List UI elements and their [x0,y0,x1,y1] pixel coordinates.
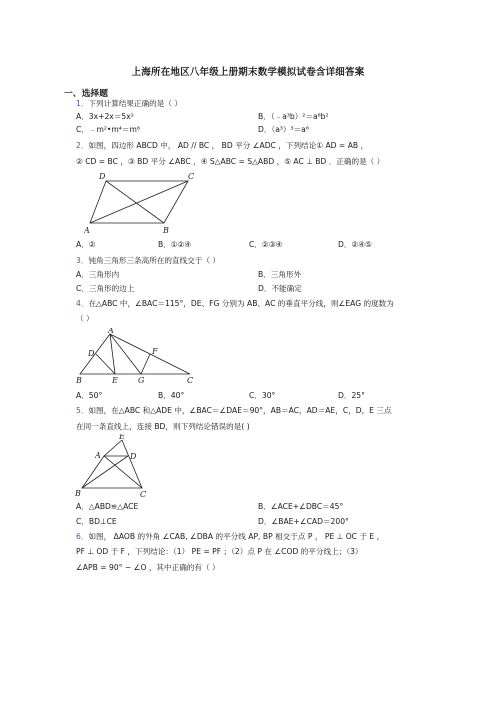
question-text-line-1: 在△ABC 中，∠BAC＝115°，DE、FG 分别为 AB、AC 的垂直平分线，则∠EAG 的度数为 [88,299,394,308]
question-3-stem [76,256,220,266]
question-number: 4． [76,299,89,308]
label-g: G [138,376,145,384]
label-c: C [187,376,194,384]
question-1-stem [76,99,182,109]
question-text-line-1: 如图， ΔAOB 的外角 ∠CAB, ∠DBA 的平分线 AP, BP 相交于点 P ， PE ⊥ OC 于 E ， [88,532,385,541]
q4-option-c: C．30° [249,391,276,400]
label-b: B [76,376,82,384]
q4-option-d: D．25° [338,391,365,400]
q2-option-a: A．② [76,240,96,249]
q4-option-a: A．50° [76,391,103,400]
question-text-line-1: 如图，四边形 ABCD 中， AD // BC ， BD 平分 ∠ADC ，下列结论① AD = AB ， [88,141,369,150]
question-4-stem [76,299,394,309]
line-ec [122,440,142,488]
q5-option-c: C．BD⊥CE [76,517,117,526]
q5-option-a: A．△ABD≌△ACE [76,502,139,511]
quadrilateral-figure [84,171,206,235]
question-5-stem [76,406,392,416]
q4-option-b: B．40° [158,391,185,400]
label-e: E [119,434,125,441]
section-heading: 一、选择题 [64,89,108,99]
q2-option-d: D．②④⑤ [338,240,372,249]
question-number: 3． [76,256,89,265]
segment-ae [104,440,122,456]
q5-option-d: D．∠BAE+∠CAD＝200° [258,517,349,526]
q3-option-b: B．三角形外 [258,270,302,279]
right-triangles-figure [74,434,158,498]
q1-option-b: B．（﹣a³b）²＝a⁶b² [258,112,329,121]
label-c: C [188,172,195,181]
question-number: 6． [76,532,89,541]
label-a: A [95,451,101,460]
q5-option-b: B．∠ACE+∠DBC＝45° [258,502,344,511]
q1-option-a: A．3x+2x＝5x² [76,112,134,121]
diagonal-ac [90,181,188,223]
question-number: 2． [76,141,89,150]
label-a: A [84,226,90,235]
question-text: 下列计算结果正确的是（ ） [88,99,182,108]
label-d: D [88,349,95,358]
segment-bd [82,456,128,488]
q3-option-c: C．三角形的边上 [76,284,135,293]
q1-option-c: C．﹣m²•m⁴＝m⁶ [76,125,140,134]
bisector-de [96,354,115,374]
q3-option-d: D．不能确定 [258,284,302,293]
question-number: 1． [76,99,89,108]
question-2-stem [76,141,368,151]
q2-option-c: C．②③④ [249,240,283,249]
label-f: F [152,347,158,356]
question-text-line-1: 如图，在△ABC 和△ADE 中，∠BAC＝∠DAE＝90°，AB＝AC，AD＝AE，C，D，E 三点 [88,406,392,415]
diagonal-db [106,181,164,223]
question-6-stem [76,532,384,542]
q2-option-b: B．①②④ [158,240,192,249]
question-4-stem-line-2: （ ） [76,314,94,323]
question-6-stem-line-2: PF ⊥ OD 于 F ，下列结论：（1） PE = PF ；（2）点 P 在 ∠COD 的平分线上；（3） [76,547,363,556]
question-6-stem-line-3: ∠APB = 90° − ∠O ，其中正确的有（ ） [76,563,220,572]
label-e: E [112,376,118,384]
label-d: D [99,172,106,181]
question-2-stem-line-2: ② CD = BC ，③ BD 平分 ∠ABC ，④ S△ABC = S△ABD ，⑤ AC ⊥ BD ．正确的是（ ） [76,157,385,166]
label-b: B [163,226,169,235]
question-number: 5． [76,406,89,415]
label-b: B [75,489,81,498]
q1-option-d: D．（a³）³＝a⁶ [258,125,309,134]
bisector-fg [141,354,150,374]
page-title: 上海所在地区八年级上册期末数学模拟试卷含详细答案 [131,67,365,78]
question-5-stem-line-2: 在同一条直线上，连接 BD，则下列结论错误的是( ) [76,422,250,431]
question-text: 钝角三角形三条高所在的直线交于（ ） [88,256,220,265]
q3-option-a: A．三角形内 [76,270,120,279]
label-a: A [108,328,114,335]
label-c: C [140,490,147,498]
label-d: D [130,452,137,461]
triangle-bisector-figure [74,328,198,384]
